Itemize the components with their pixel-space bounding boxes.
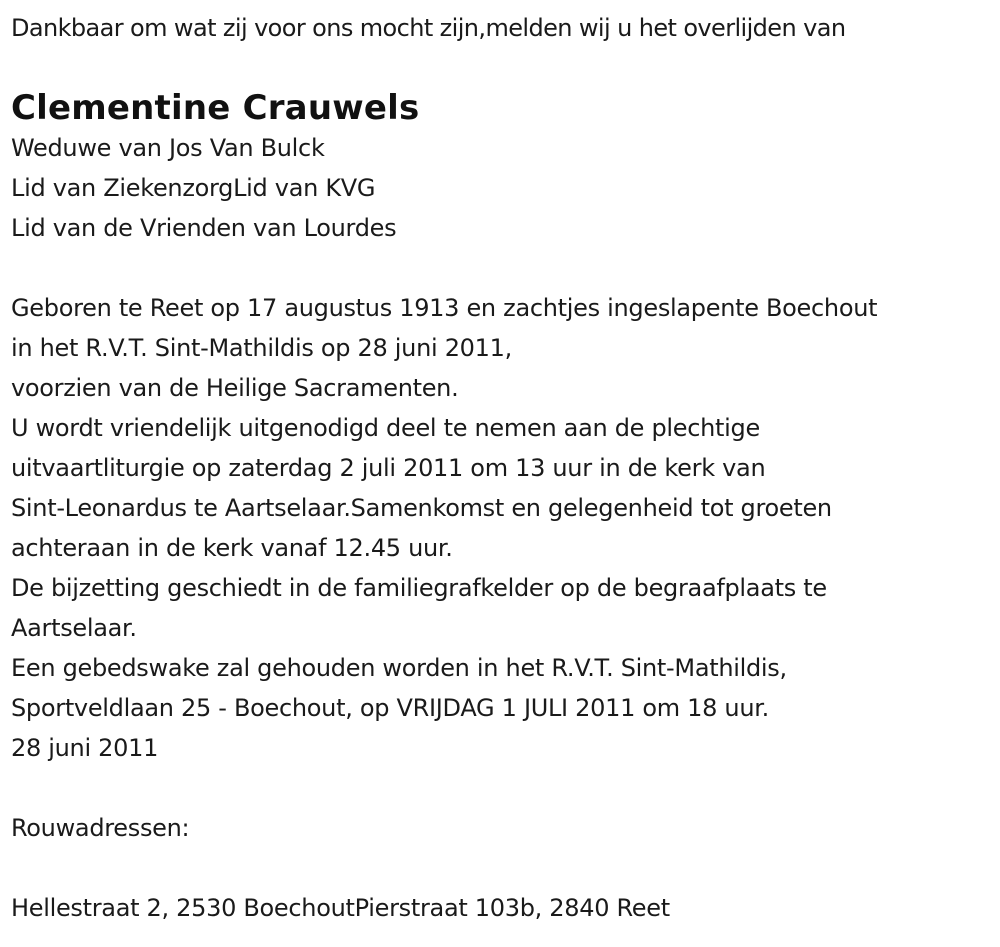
body-line: Sint-Leonardus te Aartselaar.Samenkomst en gelegenheid tot groeten bbox=[11, 494, 832, 522]
intro-text: Dankbaar om wat zij voor ons mocht zijn,melden wij u het overlijden van bbox=[11, 14, 846, 42]
body-line: Geboren te Reet op 17 augustus 1913 en zachtjes ingeslapente Boechout bbox=[11, 294, 878, 322]
body-line: Sportveldlaan 25 - Boechout, op VRIJDAG 1 JULI 2011 om 18 uur. bbox=[11, 694, 769, 722]
body-line: achteraan in de kerk vanaf 12.45 uur. bbox=[11, 534, 453, 562]
detail-line: Lid van ZiekenzorgLid van KVG bbox=[11, 174, 376, 202]
body-line: De bijzetting geschiedt in de familiegrafkelder op de begraafplaats te bbox=[11, 574, 827, 602]
detail-line: Weduwe van Jos Van Bulck bbox=[11, 134, 325, 162]
body-line: uitvaartliturgie op zaterdag 2 juli 2011 om 13 uur in de kerk van bbox=[11, 454, 766, 482]
spacer bbox=[11, 768, 1000, 808]
body-line: Een gebedswake zal gehouden worden in het R.V.T. Sint-Mathildis, bbox=[11, 654, 787, 682]
body-line: in het R.V.T. Sint-Mathildis op 28 juni 2011, bbox=[11, 334, 512, 362]
addresses-label: Rouwadressen: bbox=[11, 814, 190, 842]
body-line: voorzien van de Heilige Sacramenten. bbox=[11, 374, 459, 402]
body-line: Aartselaar. bbox=[11, 614, 137, 642]
body-line: U wordt vriendelijk uitgenodigd deel te nemen aan de plechtige bbox=[11, 414, 760, 442]
addresses-text: Hellestraat 2, 2530 BoechoutPierstraat 103b, 2840 Reet bbox=[11, 894, 670, 922]
spacer bbox=[11, 848, 1000, 888]
detail-line: Lid van de Vrienden van Lourdes bbox=[11, 214, 397, 242]
deceased-name: Clementine Crauwels bbox=[11, 88, 420, 128]
spacer bbox=[11, 248, 1000, 288]
notice-date: 28 juni 2011 bbox=[11, 734, 159, 762]
